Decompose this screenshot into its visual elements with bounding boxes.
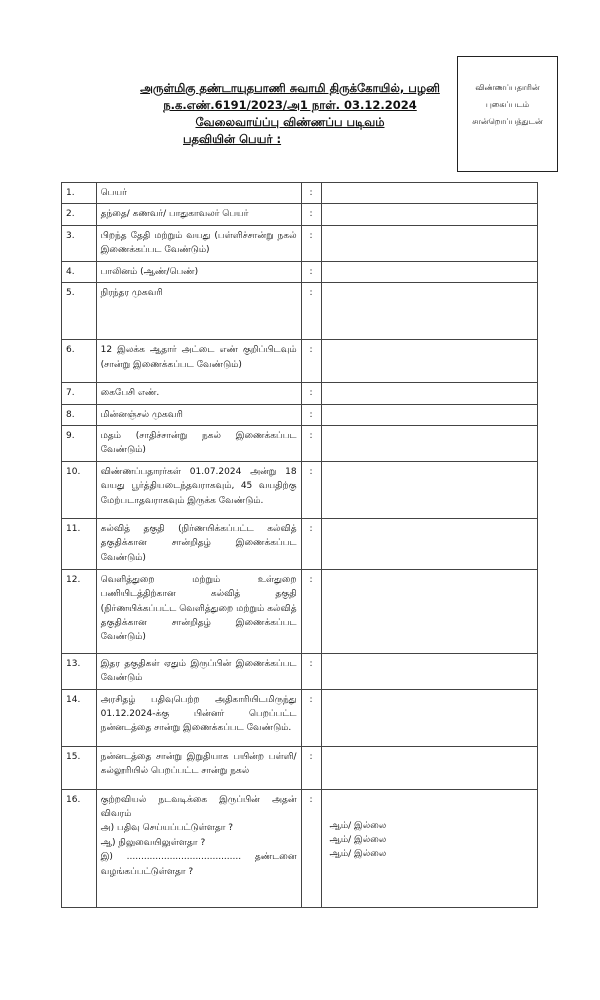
form-row	[62, 204, 538, 225]
row-number: 4.	[62, 261, 97, 282]
row-number: 1.	[62, 183, 97, 204]
answer-field[interactable]	[321, 426, 537, 462]
form-row	[62, 653, 538, 689]
answer-field[interactable]	[321, 653, 537, 689]
row-number: 8.	[62, 404, 97, 425]
row-colon: :	[301, 283, 321, 340]
row-number: 12.	[62, 569, 97, 653]
row-question: பிறந்த தேதி மற்றும் வயது (பள்ளிச்சான்று நகல் இணைக்கப்பட வேண்டும்)	[96, 225, 301, 261]
row-colon: :	[301, 461, 321, 518]
answer-field[interactable]	[321, 204, 537, 225]
row-colon: :	[301, 204, 321, 225]
row-number: 3.	[62, 225, 97, 261]
form-row	[62, 340, 538, 383]
answer-field[interactable]	[321, 518, 537, 569]
answer-field[interactable]	[321, 404, 537, 425]
row-question: நன்னடத்தை சான்று இறுதியாக பயின்ற பள்ளி/ கல்லூரியில் பெறப்பட்ட சான்று நகல்	[96, 746, 301, 789]
row-question: மின்னஞ்சல் முகவரி	[96, 404, 301, 425]
form-row	[62, 225, 538, 261]
form-row	[62, 426, 538, 462]
form-row	[62, 518, 538, 569]
answer-field[interactable]	[321, 689, 537, 746]
row-question: அரசிதழ் பதிவுபெற்ற அதிகாரியிடமிருந்து 01.12.2024-க்கு பின்னர் பெறப்பட்ட நன்னடத்தை சான்று இணைக்கப்பட வேண்டும்.	[96, 689, 301, 746]
row-colon: :	[301, 689, 321, 746]
row-colon: :	[301, 518, 321, 569]
row-number: 11.	[62, 518, 97, 569]
row-question: வெளித்துறை மற்றும் உள்துறை பணியிடத்திற்கான கல்வித் தகுதி (நிர்ணயிக்கப்பட்ட வெளித்துறை மற்றும் கல்வித் தகுதிக்கான சான்றிதழ் இணைக்கப்பட வேண்டும்)	[96, 569, 301, 653]
answer-field[interactable]	[321, 461, 537, 518]
form-row	[62, 746, 538, 789]
application-form-table	[61, 182, 538, 908]
answer-field[interactable]	[321, 225, 537, 261]
row-colon: :	[301, 261, 321, 282]
row-number: 14.	[62, 689, 97, 746]
row-number: 10.	[62, 461, 97, 518]
form-row-criminal	[62, 789, 538, 907]
row-question: இதர தகுதிகள் ஏதும் இருப்பின் இணைக்கப்பட வேண்டும்	[96, 653, 301, 689]
row-colon: :	[301, 404, 321, 425]
form-row	[62, 183, 538, 204]
temple-name: அருள்மிகு தண்டாயுதபாணி சுவாமி திருக்கோயில், பழனி	[140, 81, 440, 95]
answer-option-b[interactable]: ஆம்/ இல்லை	[329, 834, 387, 845]
row-colon: :	[301, 340, 321, 383]
row-number: 7.	[62, 383, 97, 404]
row-colon: :	[301, 653, 321, 689]
row-number: 16.	[62, 789, 97, 907]
row-colon: :	[301, 789, 321, 907]
form-row	[62, 261, 538, 282]
form-title: வேலைவாய்ப்பு விண்ணப்ப படிவம்	[195, 115, 385, 129]
answer-field[interactable]	[321, 183, 537, 204]
photo-box-line1: விண்ணப்பதாரின்	[475, 83, 540, 92]
row-question	[96, 789, 301, 907]
answer-field[interactable]	[321, 261, 537, 282]
photo-box-line3: சான்றொப்பத்துடன்	[472, 117, 543, 126]
row-question: பெயர்	[96, 183, 301, 204]
row-colon: :	[301, 225, 321, 261]
answer-field[interactable]	[321, 383, 537, 404]
form-row	[62, 283, 538, 340]
row-colon: :	[301, 183, 321, 204]
document-header	[110, 80, 470, 148]
row-question: நிரந்தர முகவரி	[96, 283, 301, 340]
photo-box	[457, 56, 558, 172]
row-question: மதம் (சாதிச்சான்று நகல் இணைக்கப்பட வேண்டும்)	[96, 426, 301, 462]
criminal-sub-c: இ) ........................................ தண்டனை வழங்கப்பட்டுள்ளதா ?	[100, 852, 297, 877]
form-row	[62, 383, 538, 404]
answer-option-c[interactable]: ஆம்/ இல்லை	[329, 848, 387, 859]
row-number: 2.	[62, 204, 97, 225]
row-number: 15.	[62, 746, 97, 789]
form-row	[62, 569, 538, 653]
row-number: 9.	[62, 426, 97, 462]
criminal-question: குற்றவியல் நடவடிக்கை இருப்பின் அதன் விவரம்	[100, 794, 297, 820]
row-colon: :	[301, 569, 321, 653]
post-name-label: பதவியின் பெயர் :	[183, 132, 282, 146]
form-row	[62, 689, 538, 746]
row-colon: :	[301, 383, 321, 404]
row-number: 13.	[62, 653, 97, 689]
answer-field[interactable]	[321, 746, 537, 789]
answer-field[interactable]	[321, 283, 537, 340]
row-number: 6.	[62, 340, 97, 383]
answer-option-a[interactable]: ஆம்/ இல்லை	[329, 820, 387, 831]
form-row	[62, 461, 538, 518]
row-question: 12 இலக்க ஆதார் அட்டை எண் குறிப்பிடவும் (சான்று இணைக்கப்பட வேண்டும்)	[96, 340, 301, 383]
reference-number: ந.க.எண்.6191/2023/அ1 நாள். 03.12.2024	[163, 98, 417, 112]
row-question: கல்வித் தகுதி (நிர்ணயிக்கப்பட்ட கல்வித் தகுதிக்கான சான்றிதழ் இணைக்கப்பட வேண்டும்)	[96, 518, 301, 569]
row-question: கைபேசி எண்.	[96, 383, 301, 404]
row-number: 5.	[62, 283, 97, 340]
form-row	[62, 404, 538, 425]
answer-field[interactable]	[321, 789, 537, 907]
answer-field[interactable]	[321, 340, 537, 383]
criminal-sub-b: ஆ) நிலுவையிலுள்ளதா ?	[100, 837, 206, 848]
row-colon: :	[301, 746, 321, 789]
criminal-sub-a: அ) பதிவு செய்யப்பட்டுள்ளதா ?	[100, 823, 234, 834]
row-colon: :	[301, 426, 321, 462]
row-question: விண்ணப்பதாரர்கள் 01.07.2024 அன்று 18 வயது பூர்த்தியடைந்தவராகவும், 45 வயதிற்கு மேற்படாதவராகவும் இருக்க வேண்டும்.	[96, 461, 301, 518]
row-question: தந்தை/ கணவர்/ பாதுகாவலர் பெயர்	[96, 204, 301, 225]
photo-box-line2: புகைப்படம்	[485, 100, 530, 109]
row-question: பாலினம் (ஆண்/பெண்)	[96, 261, 301, 282]
answer-field[interactable]	[321, 569, 537, 653]
